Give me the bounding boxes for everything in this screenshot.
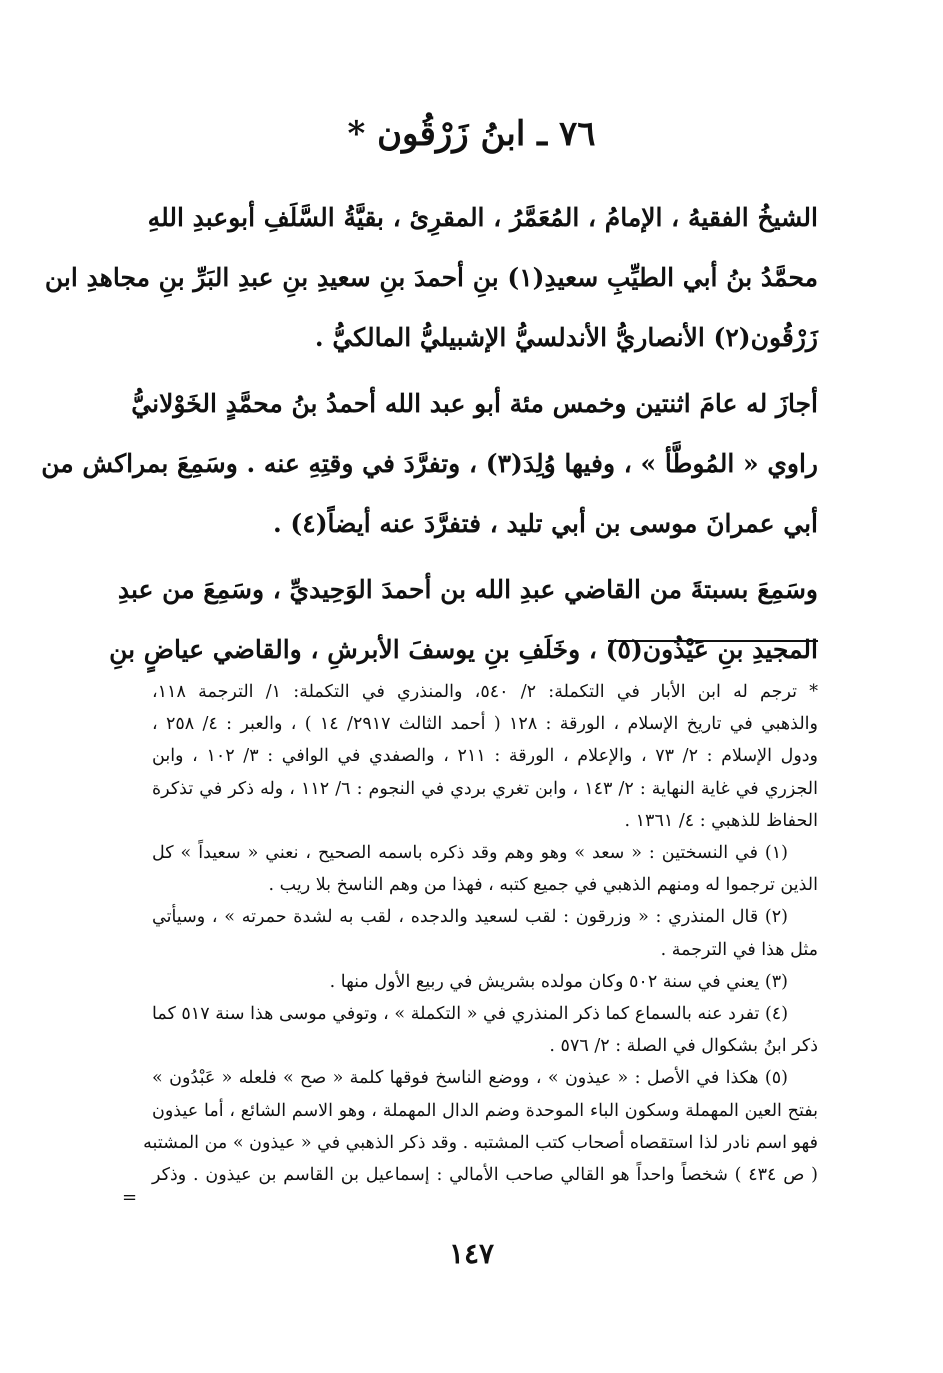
footnote-line: الجزري في غاية النهاية : ٢/ ١٤٣ ، وابن تغري بردي في النجوم : ٦/ ١١٢ ، وله ذكر في تذكرة: [152, 778, 818, 799]
footnote-line: فهو اسم نادر لذا استقصاه أصحاب كتب المشتبه . وقد ذكر الذهبي في « عيذون » من المشتبه: [143, 1132, 818, 1153]
footnote-line: * ترجم له ابن الأبار في التكملة: ٢/ ٥٤٠، والمنذري في التكملة: ١/ الترجمة ١١٨،: [152, 682, 818, 702]
footnote-2: [152, 901, 818, 965]
text-line: زَرْقُون(٢) الأنصاريُّ الأندلسيُّ الإشبيليُّ المالكيُّ .: [314, 323, 818, 352]
paragraph: [44, 188, 818, 368]
footnote-line: ( ص ٤٣٤ ) شخصاً واحداً هو القالي صاحب الأمالي : إسماعيل بن القاسم بن عيذون . وذكر: [152, 1165, 818, 1186]
footnote-line: الحفاظ للذهبي : ٤/ ١٣٦١ .: [624, 810, 818, 831]
text-line: وسَمِعَ بسبتةَ من القاضي عبدِ الله بن أحمدَ الوَحِيديِّ ، وسَمِعَ من عبدِ: [117, 575, 818, 604]
footnote-line: (٢) قال المنذري : « وزرقون : لقب لسعيد والدجده ، لقب به لشدة حمرته » ، وسيأتي: [152, 907, 788, 928]
footnote-line: (١) في النسختين : « سعد » وهو وهم وقد ذكره باسمه الصحيح ، نعني « سعيداً » كل: [152, 843, 788, 864]
entry-title: ٧٦ ـ ابنُ زَرْقُون *: [347, 114, 596, 154]
footnote-5: [143, 1062, 818, 1191]
text-line: الشيخُ الفقيهُ ، الإمامُ ، المُعَمَّرُ ، المقرِئ ، بقيَّةُ السَّلَفِ أبوعبدِ اللهِ: [147, 203, 818, 232]
continuation-mark: =: [122, 1187, 138, 1208]
footnote-line: (٥) هكذا في الأصل : « عيذون » ، ووضع الناسخ فوقها كلمة « صح » فلعله « عَبْدُون »: [152, 1068, 788, 1089]
footnote-line: ودول الإسلام : ٢/ ٧٣ ، والإعلام ، الورقة : ٢١١ ، والصفدي في الوافي : ٣/ ١٠٢ ، وابن: [152, 746, 819, 767]
footnote-source: [152, 676, 818, 837]
main-text: [41, 188, 818, 680]
footnote-3: [152, 966, 818, 998]
footnote-4: [152, 998, 818, 1062]
text-line: أبي عمرانَ موسى بن أبي تليد ، فتفرَّدَ عنه أيضاً(٤) .: [273, 509, 818, 538]
text-line: أجازَ له عامَ اثنتين وخمس مئة أبو عبد الله أحمدُ بنُ محمَّدٍ الخَوْلانيُّ: [131, 389, 818, 418]
footnote-line: والذهبي في تاريخ الإسلام ، الورقة : ١٢٨ ( أحمد الثالث ٢٩١٧/ ١٤ ) ، والعبر : ٤/ ٢٥٨ ،: [152, 714, 818, 735]
footnote-line: (٣) يعني في سنة ٥٠٢ وكان مولده بشريش في ربيع الأول منها .: [329, 971, 788, 992]
footnotes: [143, 676, 819, 1191]
footnote-line: الذين ترجموا له ومنهم الذهبي في جميع كتبه ، فهذا من وهم الناسخ بلا ريب .: [268, 875, 818, 896]
footnote-line: (٤) تفرد عنه بالسماع كما ذكر المنذري في « التكملة » ، وتوفي موسى هذا سنة ٥١٧ كما: [152, 1004, 789, 1025]
text-line: المجيدِ بنِ عَيْذُون(٥) ، وخَلَفِ بنِ يوسفَ الأبرشِ ، والقاضي عياضٍ بنِ: [109, 635, 818, 664]
footnote-1: [152, 837, 818, 901]
page-number: ١٤٧: [448, 1237, 495, 1270]
footnote-divider: [608, 640, 818, 642]
footnote-line: بفتح العين المهملة وسكون الباء الموحدة وضم الدال المهملة ، وهو الاسم الشائع ، أما عيذون: [152, 1100, 818, 1121]
text-line: راوي « المُوطَّأ » ، وفيها وُلِدَ(٣) ، وتفرَّدَ في وقتِهِ عنه . وسَمِعَ بمراكش من: [41, 449, 818, 478]
paragraph: [41, 374, 818, 554]
paragraph: [109, 560, 818, 680]
footnote-line: ذكر ابنُ بشكوال في الصلة : ٢/ ٥٧٦ .: [549, 1036, 818, 1057]
footnote-line: مثل هذا في الترجمة .: [660, 939, 818, 960]
text-line: محمَّدُ بنُ أبي الطيِّبِ سعيدِ(١) بنِ أحمدَ بنِ سعيدِ بنِ عبدِ البَرِّ بنِ مجاهدِ ابن: [44, 263, 818, 292]
